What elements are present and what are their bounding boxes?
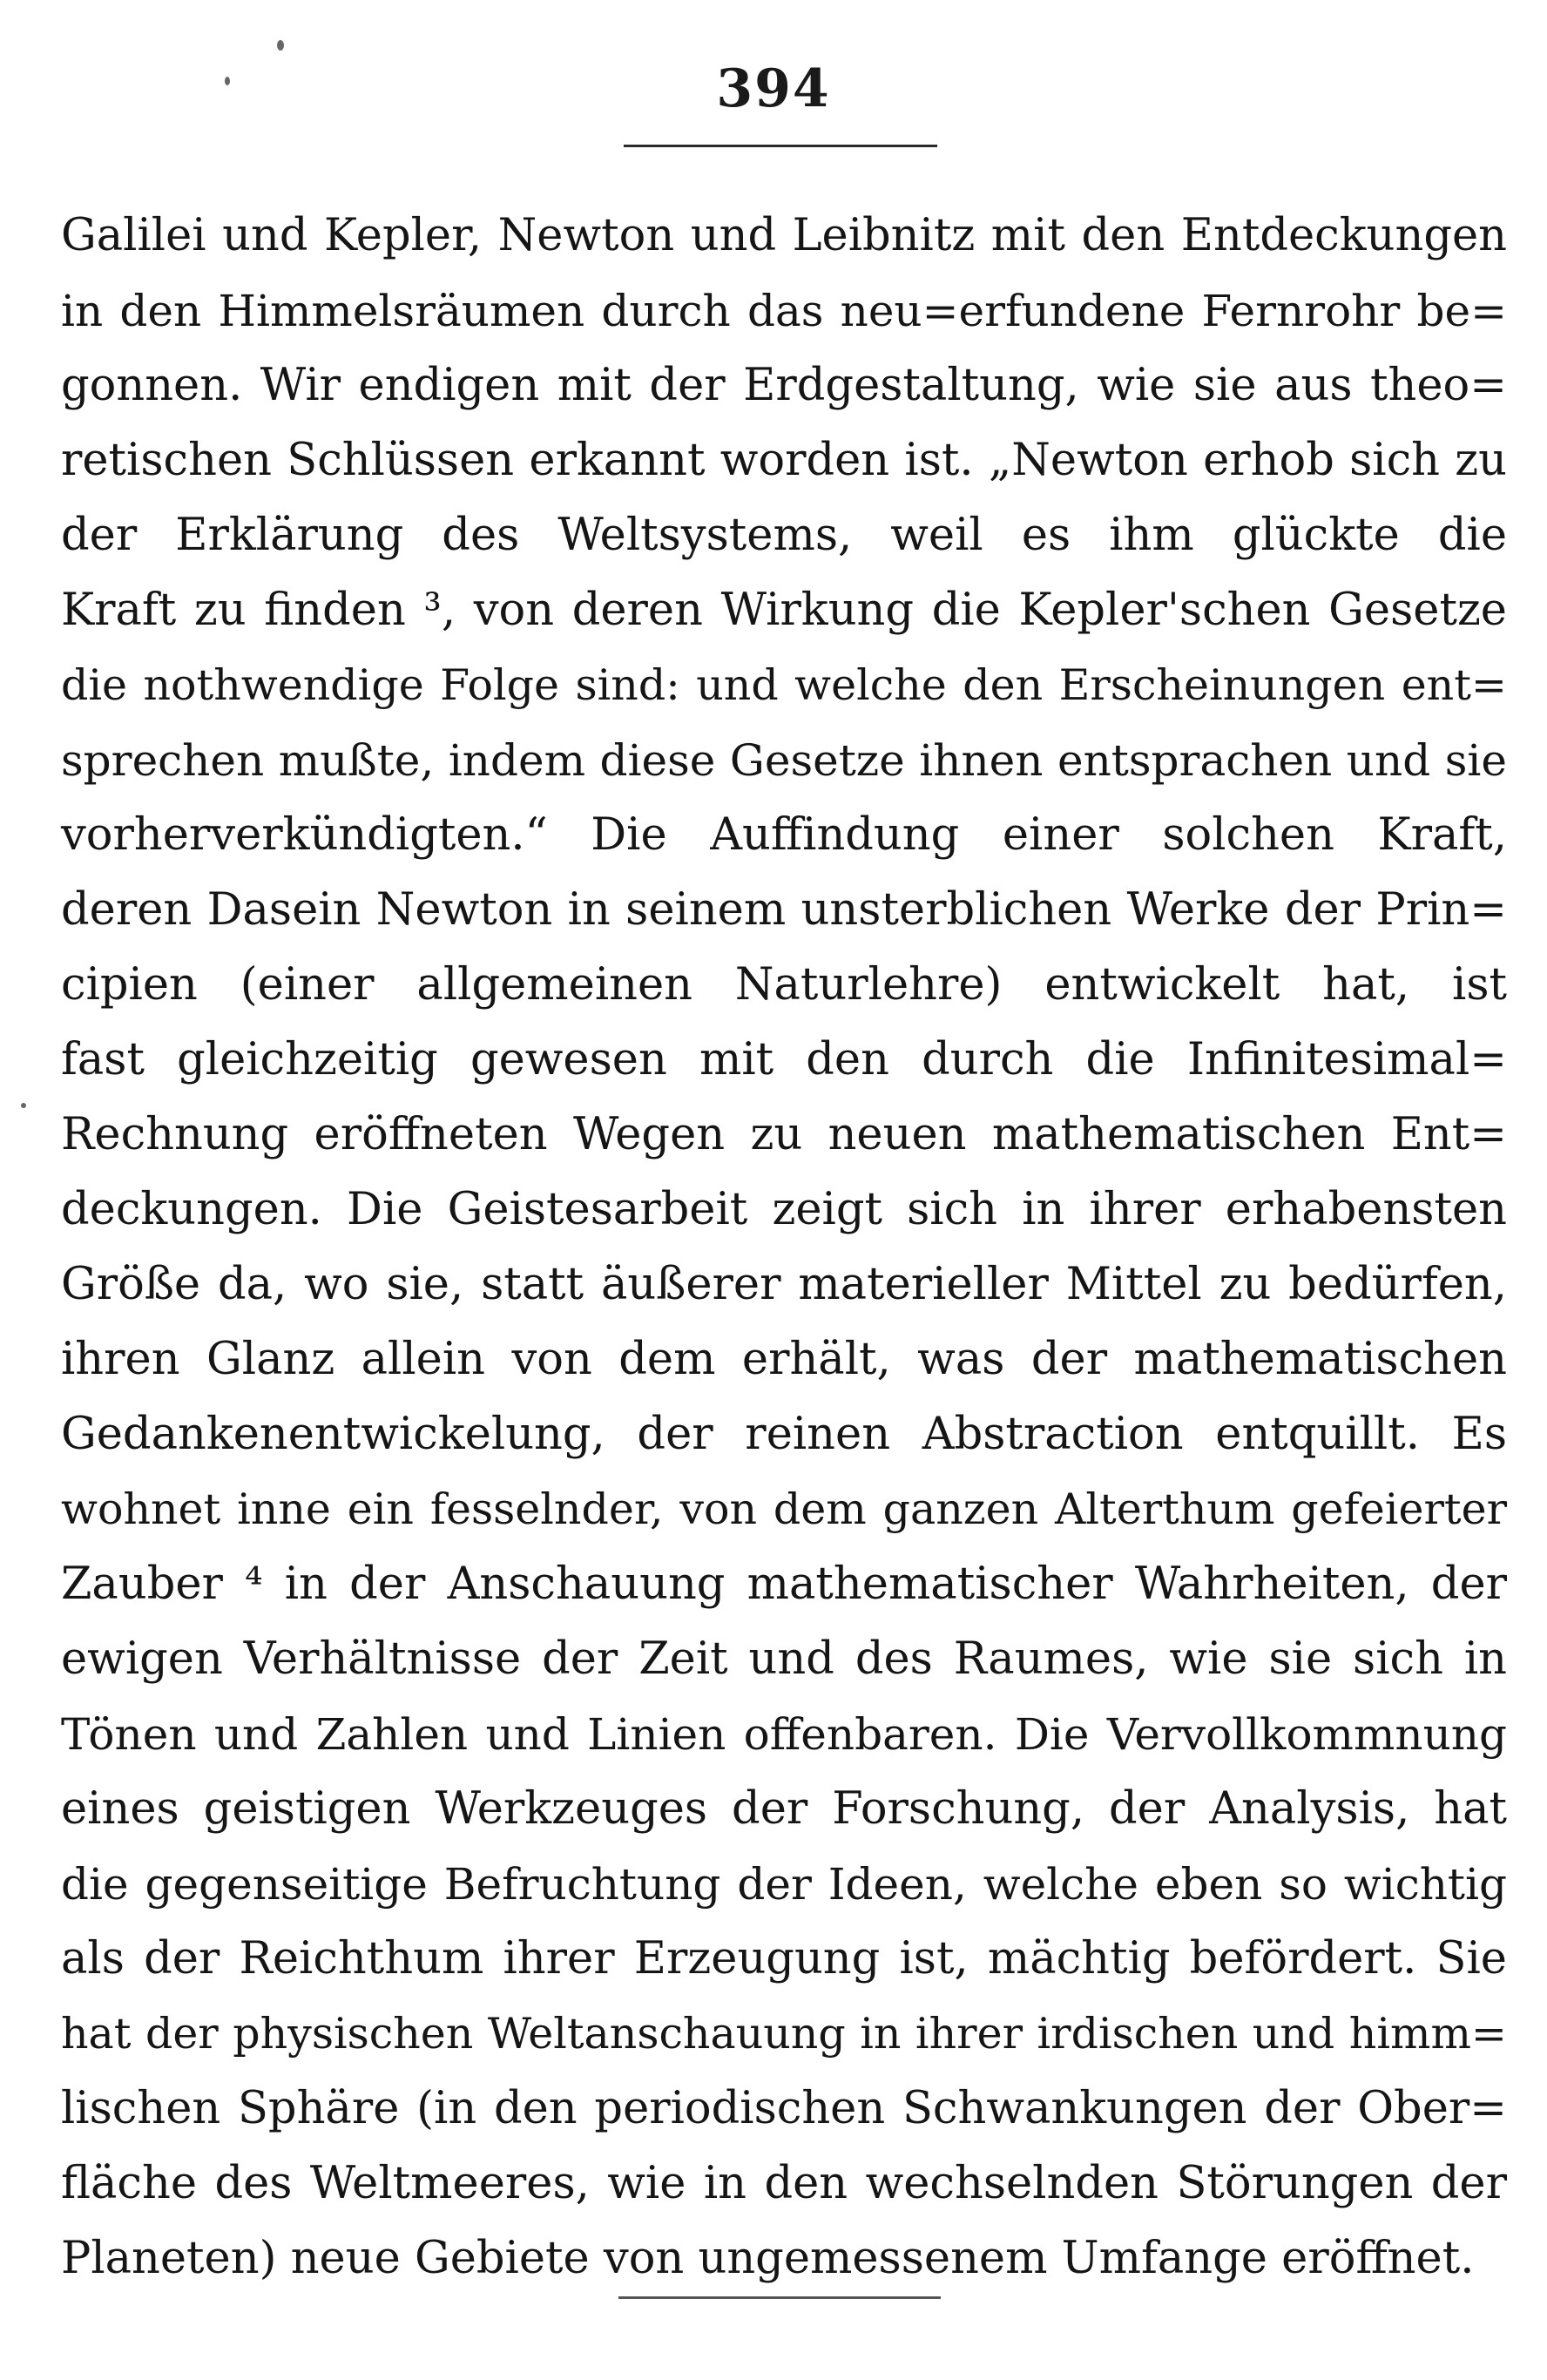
text-line: Gedankenentwickelung, der reinen Abstraction entquillt. Es [61,1409,1507,1460]
text-line: die gegenseitige Befruchtung der Ideen, welche eben so wichtig [61,1859,1507,1910]
text-line: Tönen und Zahlen und Linien offenbaren. Die Vervollkommnung [61,1709,1507,1760]
text-line: Galilei und Kepler, Newton und Leibnitz mit den Entdeckungen [61,210,1507,261]
text-line: Größe da, wo sie, statt äußerer materieller Mittel zu bedürfen, [61,1259,1507,1310]
text-line: vorherverkündigten.“ Die Auffindung einer solchen Kraft, [61,809,1507,861]
text-line: deren Dasein Newton in seinem unsterblichen Werke der Prin= [61,884,1507,936]
text-line: ewigen Verhältnisse der Zeit und des Raumes, wie sie sich in [61,1633,1507,1685]
text-line: der Erklärung des Weltsystems, weil es ihm glückte die [61,510,1507,561]
text-line: cipien (einer allgemeinen Naturlehre) entwickelt hat, ist [61,959,1507,1011]
text-line: lischen Sphäre (in den periodischen Schwankungen der Ober= [61,2083,1507,2134]
footer-rule [618,2296,941,2299]
text-line: Planeten) neue Gebiete von ungemessenem Umfange eröffnet. [61,2233,1475,2284]
text-line: eines geistigen Werkzeuges der Forschung, der Analysis, hat [61,1783,1507,1835]
text-line: hat der physischen Weltanschauung in ihrer irdischen und himm= [61,2009,1507,2059]
text-line: Rechnung eröffneten Wegen zu neuen mathematischen Ent= [61,1109,1507,1160]
ink-speck [277,40,284,51]
text-line: fläche des Weltmeeres, wie in den wechselnden Störungen der [61,2158,1507,2209]
ink-speck [21,1103,26,1108]
text-line: sprechen mußte, indem diese Gesetze ihnen entsprachen und sie [61,735,1507,786]
text-line: die nothwendige Folge sind: und welche den Erscheinungen ent= [61,660,1507,710]
text-line: retischen Schlüssen erkannt worden ist. „Newton erhob sich zu [61,435,1507,486]
text-line: ihren Glanz allein von dem erhält, was der mathematischen [61,1334,1507,1385]
text-line: Zauber ⁴ in der Anschauung mathematischer Wahrheiten, der [61,1558,1507,1610]
text-line: in den Himmelsräumen durch das neu=erfundene Fernrohr be= [61,286,1507,336]
text-line: wohnet inne ein fesselnder, von dem ganzen Alterthum gefeierter [61,1484,1507,1534]
header-rule [624,145,937,147]
text-line: als der Reichthum ihrer Erzeugung ist, mächtig befördert. Sie [61,1933,1507,1984]
text-line: deckungen. Die Geistesarbeit zeigt sich in ihrer erhabensten [61,1184,1507,1235]
text-line: fast gleichzeitig gewesen mit den durch die Infinitesimal= [61,1034,1507,1085]
page-number: 394 [716,58,831,119]
body-text [61,199,1507,2296]
text-line: gonnen. Wir endigen mit der Erdgestaltung, wie sie aus theo= [61,360,1507,411]
text-line: Kraft zu finden ³, von deren Wirkung die Kepler'schen Gesetze [61,585,1507,636]
